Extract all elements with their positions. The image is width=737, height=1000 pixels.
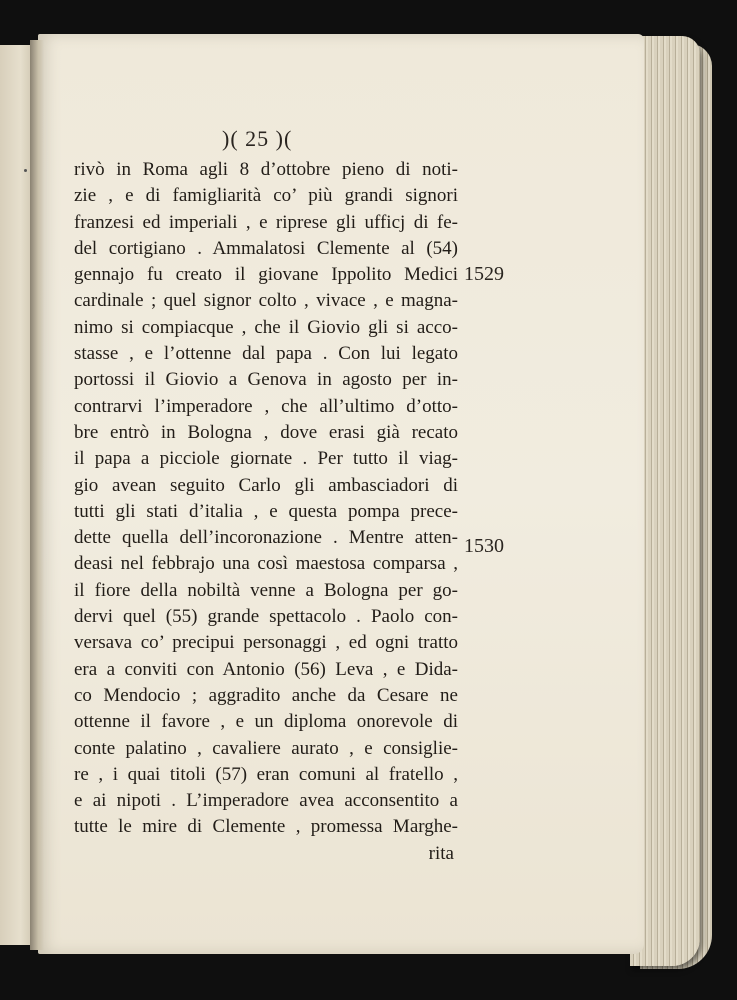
text-line: franzesi ed imperiali , e riprese gli ufficj di fe-	[74, 211, 458, 233]
text-line: il papa a picciole giornate . Per tutto il viag-	[74, 448, 458, 470]
text-line: gio avean seguito Carlo gli ambasciadori di	[74, 474, 458, 496]
text-line: conte palatino , cavaliere aurato , e consiglie-	[74, 737, 458, 759]
text-line: e ai nipoti . L’imperadore avea acconsentito a	[74, 790, 458, 812]
text-line: co Mendocio ; aggradito anche da Cesare ne	[74, 684, 458, 706]
text-line: tutti gli stati d’italia , e questa pompa prece-	[74, 500, 458, 522]
body-text	[74, 157, 458, 867]
text-line: ottenne il favore , e un diploma onorevole di	[74, 711, 458, 733]
text-line: bre entrò in Bologna , dove erasi già recato	[74, 421, 458, 443]
text-line: del cortigiano . Ammalatosi Clemente al (54)	[74, 237, 458, 259]
text-line: il fiore della nobiltà venne a Bologna per go-	[74, 579, 458, 601]
text-line: tutte le mire di Clemente , promessa Marghe-	[74, 816, 458, 838]
text-line: re , i quai titoli (57) eran comuni al fratello ,	[74, 763, 458, 785]
text-line: deasi nel febbrajo una così maestosa comparsa ,	[74, 553, 458, 575]
text-line: rivò in Roma agli 8 d’ottobre pieno di noti-	[74, 159, 458, 180]
text-line: dette quella dell’incoronazione . Mentre atten-	[74, 527, 458, 549]
text-line: portossi il Giovio a Genova in agosto per in-	[74, 369, 458, 391]
ink-speck	[24, 169, 27, 172]
text-line: nimo si compiacque , che il Giovio gli si acco-	[74, 316, 458, 338]
page-number-header: )( 25 )(	[222, 126, 293, 151]
margin-note-year: 1530	[464, 535, 504, 557]
text-line: gennajo fu creato il giovane Ippolito Medici	[74, 264, 458, 286]
catchword: rita	[428, 842, 454, 864]
text-line: zie , e di famigliarità co’ più grandi signori	[74, 185, 458, 207]
text-line: cardinale ; quel signor colto , vivace , e magna-	[74, 290, 458, 312]
margin-note-year: 1529	[464, 263, 504, 285]
text-line: stasse , e l’ottenne dal papa . Con lui legato	[74, 343, 458, 365]
text-line: contrarvi l’imperadore , che all’ultimo d’otto-	[74, 395, 458, 417]
text-line: versava co’ precipui personaggi , ed ogni tratto	[74, 632, 458, 654]
text-line: era a conviti con Antonio (56) Leva , e Dida-	[74, 658, 458, 680]
gutter-shadow	[30, 40, 44, 950]
text-line: dervi quel (55) grande spettacolo . Paolo con-	[74, 606, 458, 628]
left-facing-page	[0, 45, 34, 945]
